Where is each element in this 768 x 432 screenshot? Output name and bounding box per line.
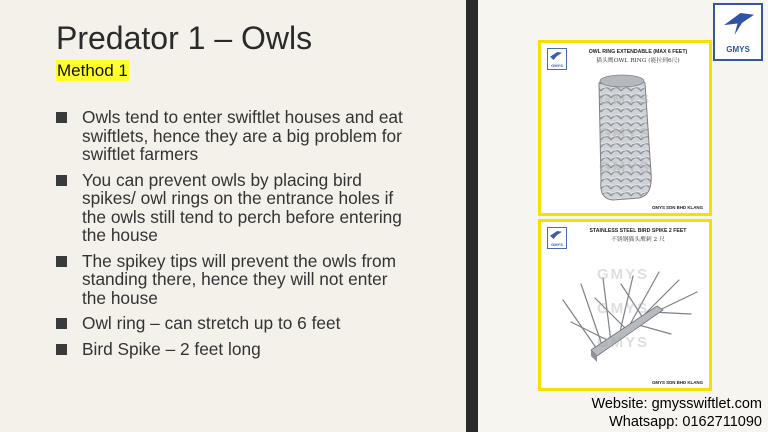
bullet-square-icon <box>56 344 67 355</box>
bullet-item <box>54 252 414 308</box>
product-maker: GMYS SDN BHD KLANG <box>652 380 703 385</box>
swiftlet-logo-icon <box>550 52 562 60</box>
website-text: Website: gmysswiftlet.com <box>591 396 762 412</box>
slide-subtitle-highlight: Method 1 <box>57 61 128 80</box>
bullet-text: The spikey tips will prevent the owls from standing there, hence they will not enter the house <box>82 250 397 308</box>
watermark: GMYS <box>599 91 652 108</box>
watermark: GMYS <box>599 125 652 142</box>
product-maker: GMYS SDN BHD KLANG <box>652 205 703 210</box>
bullet-list <box>54 108 414 365</box>
swiftlet-logo-icon <box>550 231 562 239</box>
slide-title: Predator 1 – Owls <box>56 20 313 56</box>
product-logo-text: GMYS <box>551 242 563 247</box>
bullet-item <box>54 340 414 359</box>
product-title: STAINLESS STEEL BIRD SPIKE 2 FEET <box>589 228 687 234</box>
product-title: OWL RING EXTENDABLE (MAX 6 FEET) <box>588 49 688 55</box>
bullet-square-icon <box>56 175 67 186</box>
product-title-chinese: 不锈钢猫头鹰刺 2 尺 <box>611 237 665 243</box>
product-card-owl-ring <box>538 40 712 216</box>
bullet-square-icon <box>56 112 67 123</box>
product-logo <box>547 227 567 249</box>
bullet-square-icon <box>56 256 67 267</box>
gmys-logo <box>713 3 763 61</box>
bullet-square-icon <box>56 318 67 329</box>
bullet-text: Owls tend to enter swiftlet houses and eat swiftlets, hence they are a big problem for swiftlet farmers <box>82 107 403 164</box>
watermark: GMYS <box>597 266 650 283</box>
watermark: GMYS <box>597 300 650 317</box>
bullet-item <box>54 314 414 333</box>
bullet-item <box>54 108 414 164</box>
product-card-bird-spike <box>538 219 712 391</box>
vertical-divider <box>466 0 478 432</box>
product-logo-text: GMYS <box>551 63 563 68</box>
bullet-text: You can prevent owls by placing bird spikes/ owl rings on the entrance holes if the owls still tend to perch before entering the house <box>82 169 402 245</box>
bullet-text: Bird Spike – 2 feet long <box>82 338 261 359</box>
product-title-chinese: 猫头鹰OWL RING (能拉到6尺) <box>596 58 680 64</box>
watermark: GMYS <box>597 334 650 351</box>
swiftlet-logo-icon <box>724 13 754 35</box>
bullet-text: Owl ring – can stretch up to 6 feet <box>82 313 341 333</box>
logo-text: GMYS <box>726 45 750 54</box>
watermark: GMYS <box>599 159 652 176</box>
whatsapp-text: Whatsapp: 0162711090 <box>609 414 762 430</box>
product-logo <box>547 48 567 70</box>
bullet-item <box>54 171 414 245</box>
